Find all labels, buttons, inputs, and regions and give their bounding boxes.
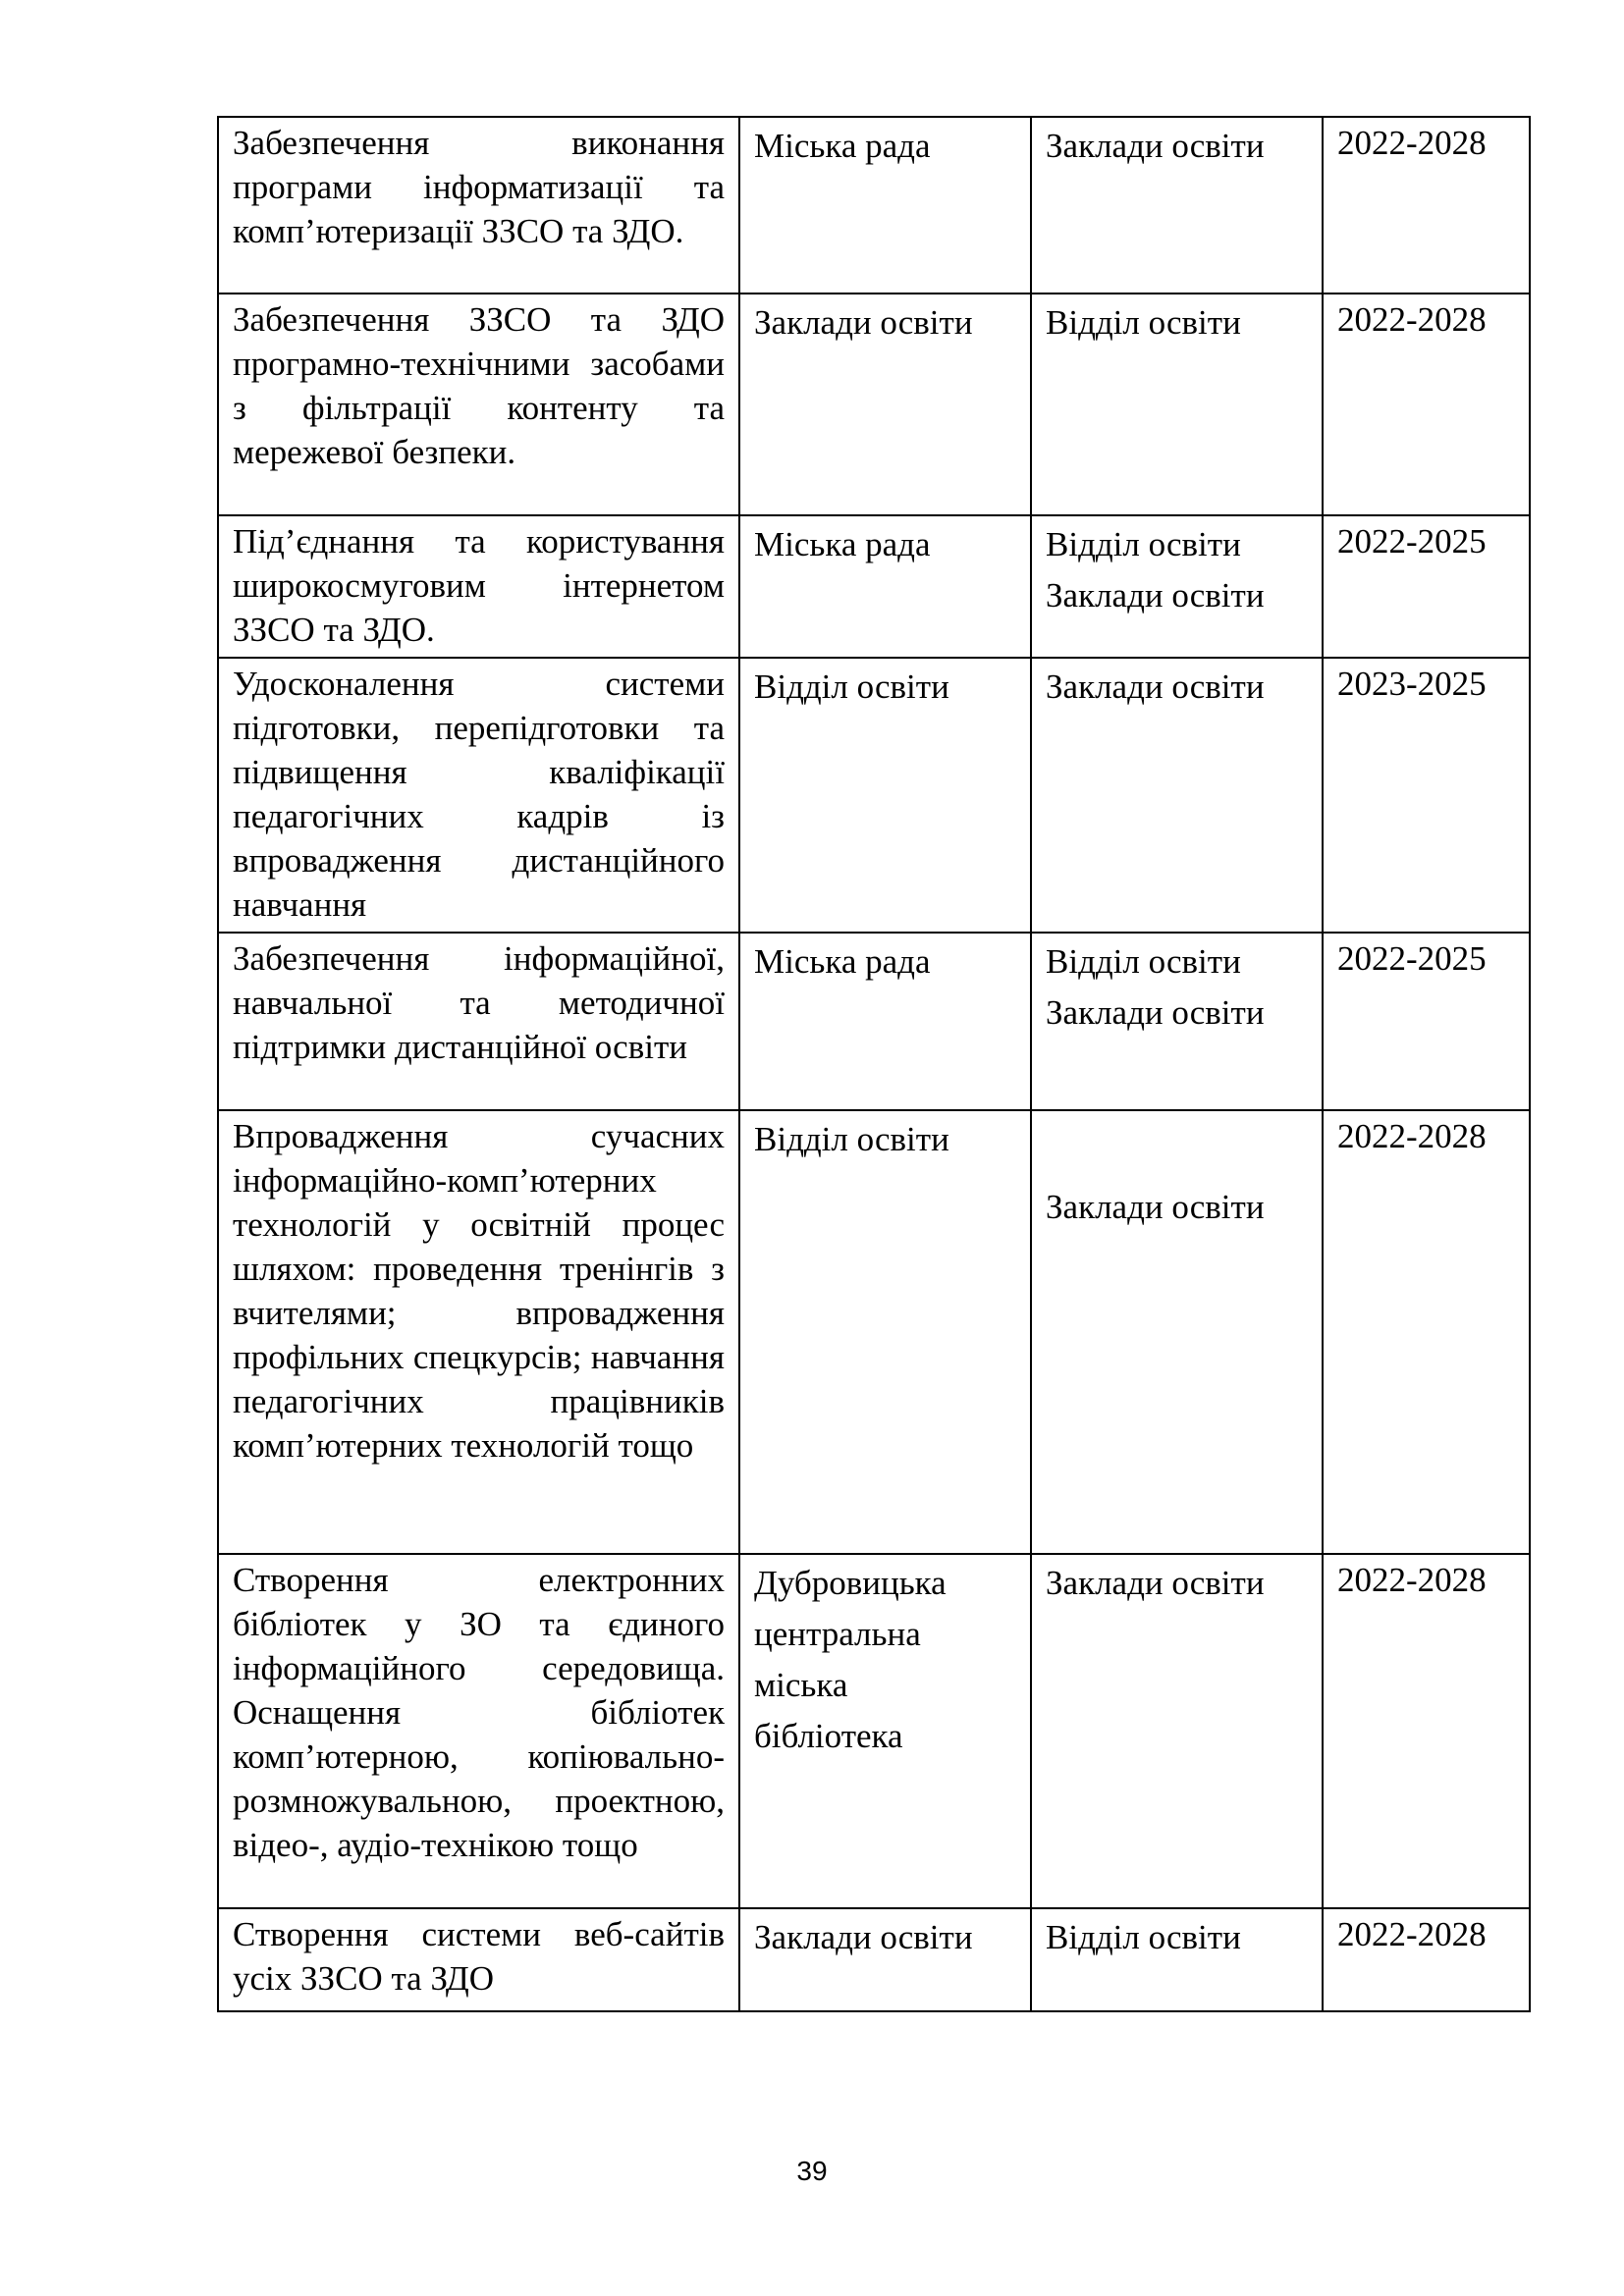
- task-cell: Під’єднання та користування широкосмуговим інтернетом ЗЗСО та ЗДО.: [218, 515, 739, 658]
- period-cell: 2022-2028: [1323, 294, 1530, 515]
- executors-cell: [1031, 1908, 1323, 2011]
- responsible-cell: [739, 294, 1031, 515]
- task-cell: Забезпечення інформаційної, навчальної та методичної підтримки дистанційної освіти: [218, 933, 739, 1110]
- responsible-cell: [739, 1908, 1031, 2011]
- period-cell: 2022-2028: [1323, 117, 1530, 294]
- responsible-line: бібліотека: [754, 1717, 903, 1755]
- responsible-line: Заклади освіти: [754, 1918, 973, 1956]
- responsible-line: центральна: [754, 1615, 921, 1653]
- table-row: [218, 515, 1530, 658]
- executors-cell: [1031, 658, 1323, 933]
- task-cell: Забезпечення виконання програми інформатизації та комп’ютеризації ЗЗСО та ЗДО.: [218, 117, 739, 294]
- responsible-line: Дубровицька: [754, 1564, 947, 1602]
- executor-line: Відділ освіти: [1046, 303, 1241, 342]
- executor-line: Заклади освіти: [1046, 667, 1265, 706]
- executor-line: Відділ освіти: [1046, 525, 1241, 563]
- responsible-line: Заклади освіти: [754, 303, 973, 342]
- task-cell: Створення електронних бібліотек у ЗО та єдиного інформаційного середовища. Оснащення бібліотек комп’ютерною, копіювально-розмножувальною, проектною, відео-, аудіо-технікою тощо: [218, 1554, 739, 1908]
- period-cell: 2022-2025: [1323, 933, 1530, 1110]
- responsible-cell: [739, 933, 1031, 1110]
- executor-line: Відділ освіти: [1046, 1918, 1241, 1956]
- period-cell: 2022-2028: [1323, 1110, 1530, 1554]
- executor-line: Заклади освіти: [1046, 1564, 1265, 1602]
- executors-cell: [1031, 933, 1323, 1110]
- executor-line: Заклади освіти: [1046, 127, 1265, 165]
- executors-cell: [1031, 117, 1323, 294]
- executor-line: Заклади освіти: [1046, 1188, 1265, 1226]
- executors-cell: [1031, 1554, 1323, 1908]
- page-number: 39: [796, 2156, 828, 2186]
- responsible-line: Відділ освіти: [754, 1120, 949, 1158]
- task-cell: Впровадження сучасних інформаційно-комп’ютерних технологій у освітній процес шляхом: проведення тренінгів з вчителями; впровадження профільних спецкурсів; навчання педагогічних працівників комп’ютерних технологій тощо: [218, 1110, 739, 1554]
- task-cell: Створення системи веб-сайтів усіх ЗЗСО та ЗДО: [218, 1908, 739, 2011]
- table-row: [218, 658, 1530, 933]
- executors-cell: [1031, 515, 1323, 658]
- responsible-cell: [739, 658, 1031, 933]
- responsible-cell: [739, 1554, 1031, 1908]
- table-row: [218, 933, 1530, 1110]
- program-measures-table: [217, 116, 1531, 2012]
- executor-line: Заклади освіти: [1046, 993, 1265, 1032]
- responsible-cell: [739, 117, 1031, 294]
- period-cell: 2022-2028: [1323, 1554, 1530, 1908]
- task-cell: Удосконалення системи підготовки, перепідготовки та підвищення кваліфікації педагогічних кадрів із впровадження дистанційного навчання: [218, 658, 739, 933]
- executor-line: Заклади освіти: [1046, 576, 1265, 614]
- responsible-line: міська: [754, 1666, 848, 1704]
- responsible-line: Міська рада: [754, 942, 931, 981]
- responsible-line: Міська рада: [754, 127, 931, 165]
- table-row: [218, 1554, 1530, 1908]
- period-cell: 2022-2025: [1323, 515, 1530, 658]
- responsible-cell: [739, 515, 1031, 658]
- period-cell: 2023-2025: [1323, 658, 1530, 933]
- responsible-line: Відділ освіти: [754, 667, 949, 706]
- executors-cell: [1031, 1110, 1323, 1554]
- table-row: [218, 294, 1530, 515]
- table-body: [218, 117, 1530, 2011]
- responsible-cell: [739, 1110, 1031, 1554]
- table-row: [218, 1908, 1530, 2011]
- executor-line: Відділ освіти: [1046, 942, 1241, 981]
- table-row: [218, 117, 1530, 294]
- responsible-line: Міська рада: [754, 525, 931, 563]
- period-cell: 2022-2028: [1323, 1908, 1530, 2011]
- task-cell: Забезпечення ЗЗСО та ЗДО програмно-технічними засобами з фільтрації контенту та мережевої безпеки.: [218, 294, 739, 515]
- executors-cell: [1031, 294, 1323, 515]
- table-row: [218, 1110, 1530, 1554]
